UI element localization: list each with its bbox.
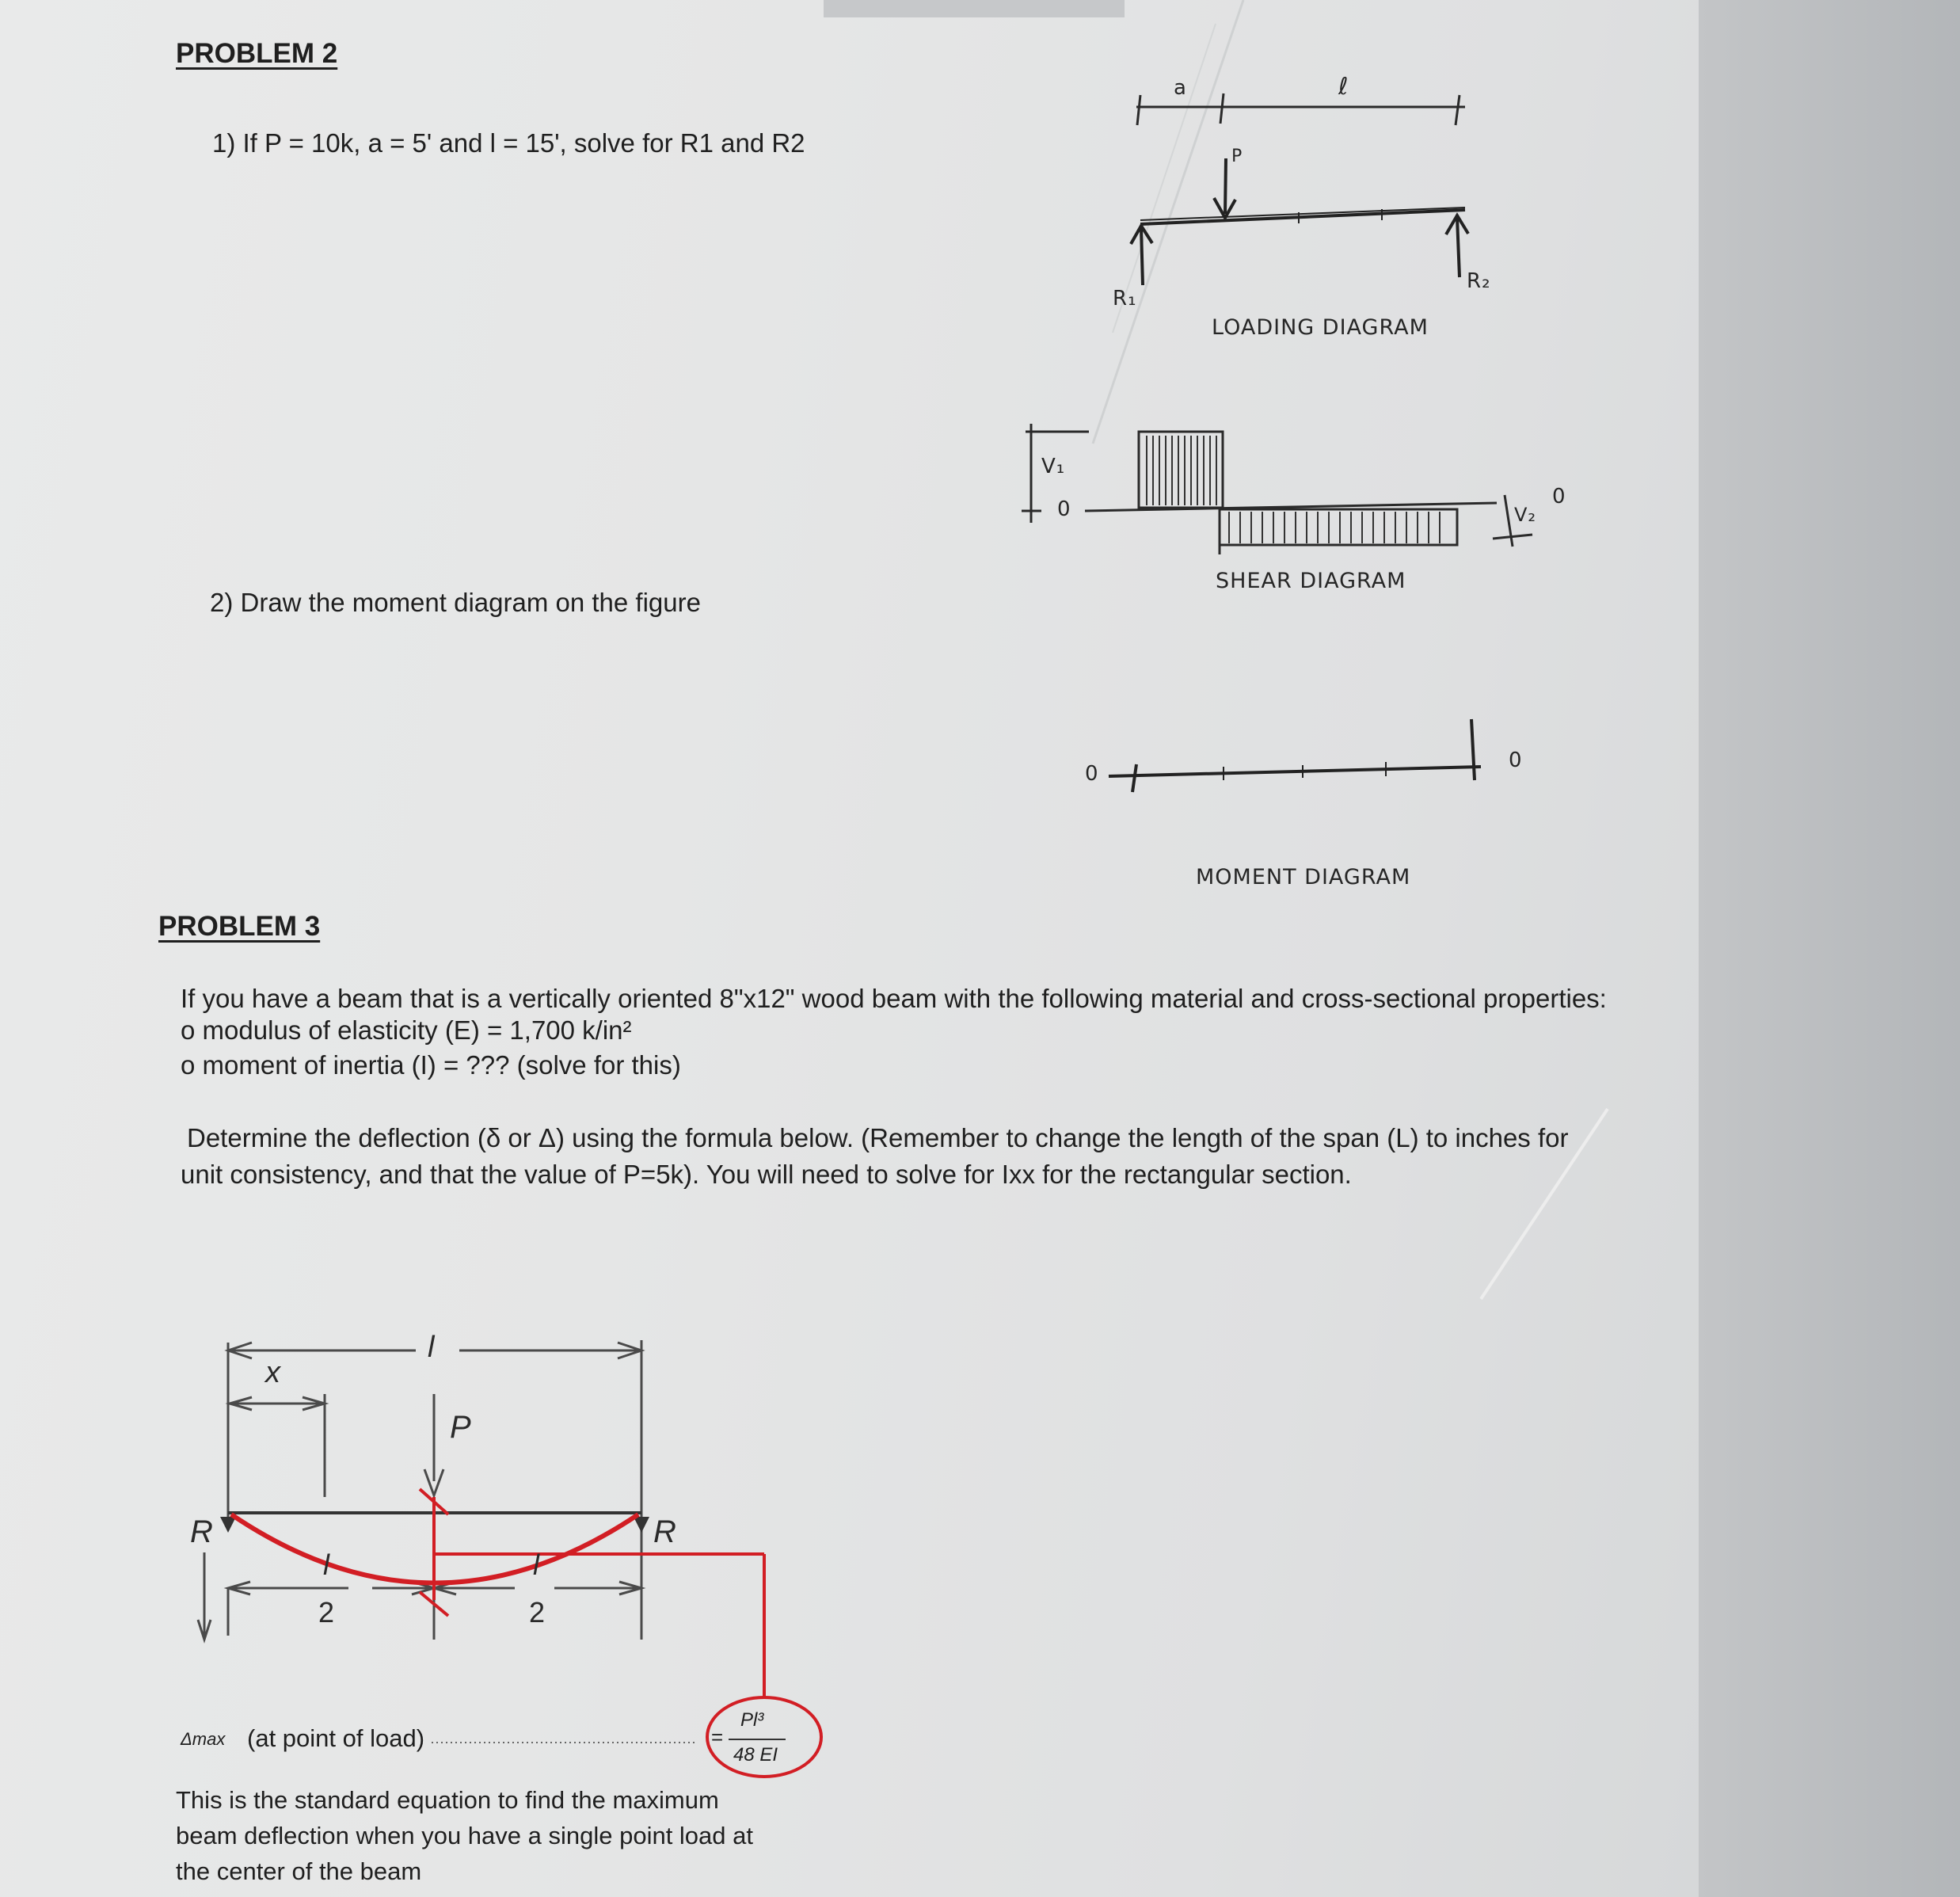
sketch-label-p: P [1231,147,1243,166]
beam-label-l: l [428,1331,435,1364]
property-moment-of-inertia: o moment of inertia (I) = ??? (solve for this) [181,1050,681,1080]
beam-label-p: P [450,1410,471,1445]
sketch-label-a: a [1174,76,1187,100]
problem3-instruction-line1: Determine the deflection (δ or Δ) using the formula below. (Remember to change the length of the span (L) to inches for [187,1123,1569,1152]
formula-note-line3: the center of the beam [176,1857,422,1885]
formula-note-line1: This is the standard equation to find the maximum [176,1786,719,1814]
formula-denominator: 48 EI [733,1744,778,1766]
beam-label-r-left: R [190,1514,213,1549]
property-modulus: o modulus of elasticity (E) = 1,700 k/in² [181,1015,632,1045]
loading-diagram-caption: LOADING DIAGRAM [1212,315,1429,340]
moment-diagram-caption: MOMENT DIAGRAM [1196,865,1411,889]
left-support [220,1517,236,1533]
shear-diagram-caption: SHEAR DIAGRAM [1216,569,1406,593]
formula-numerator: Pl³ [740,1709,764,1731]
sketch-label-v2: V₂ [1514,504,1537,526]
shear-zero-right: 0 [1552,485,1566,509]
half-span-left-den: 2 [318,1596,335,1628]
problem2-heading: PROBLEM 2 [176,38,338,69]
right-support [634,1517,649,1533]
beam-label-x: x [265,1356,280,1389]
red-leader-lines [420,1489,764,1699]
moment-zero-right: 0 [1509,749,1523,772]
problem3-intro: If you have a beam that is a vertically oriented 8"x12" wood beam with the following material and cross-sectional properties: [181,984,1607,1013]
shear-zero-left: 0 [1057,497,1071,521]
half-span-left-num: l [323,1548,329,1581]
half-span-right-num: l [533,1548,539,1581]
problem2-question1: 1) If P = 10k, a = 5' and l = 15', solve for R1 and R2 [212,128,805,158]
sketch-label-r1: R₁ [1113,287,1137,310]
beam-label-r-right: R [653,1514,676,1549]
at-point-of-load: (at point of load) [247,1724,425,1752]
moment-zero-left: 0 [1085,762,1099,786]
formula-note-line2: beam deflection when you have a single point load at [176,1822,753,1849]
sketch-label-v1: V₁ [1041,455,1066,478]
half-span-right-den: 2 [529,1596,546,1628]
problem3-instruction-line2: unit consistency, and that the value of P=5k). You will need to solve for Ixx for the rectangular section. [181,1160,1352,1189]
sketch-label-r2: R₂ [1467,269,1491,293]
equals-sign: = [711,1725,724,1749]
delta-max-label: Δmax [181,1729,226,1749]
problem2-question2: 2) Draw the moment diagram on the figure [210,588,701,617]
sketch-label-l: ℓ [1338,73,1349,101]
problem3-heading: PROBLEM 3 [158,911,321,942]
